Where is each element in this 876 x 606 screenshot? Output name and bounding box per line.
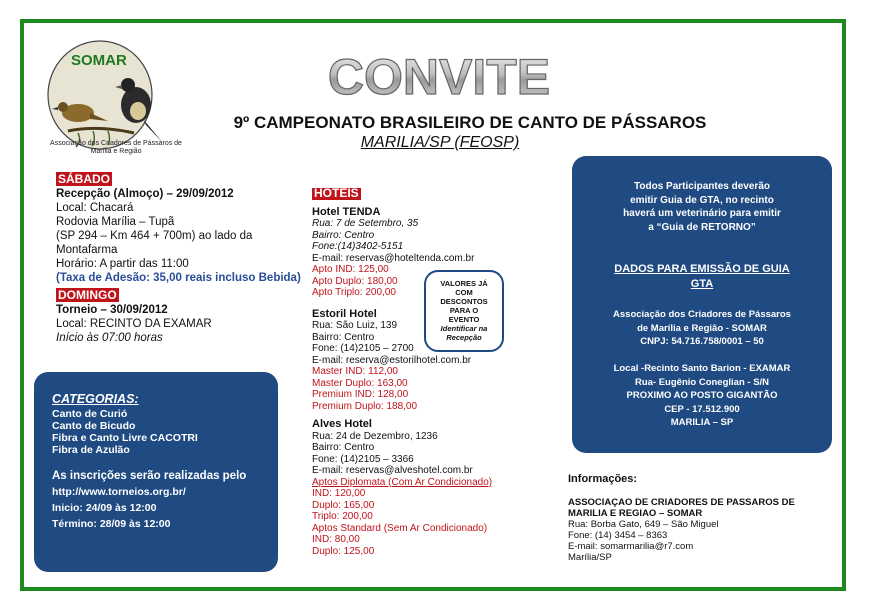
hotel-alves-name: Alves Hotel <box>312 418 372 430</box>
gta-local-line: Rua- Eugênio Coneglian - S/N <box>634 376 770 388</box>
logo-caption: Associação dos Criadores de Pássaros de Marília e Região <box>50 140 182 155</box>
gta-notice <box>582 180 822 234</box>
gta-assoc-line: CNPJ: 54.716.758/0001 – 50 <box>640 336 764 347</box>
callout-line: EVENTO <box>448 315 480 324</box>
gta-dados-line: DADOS PARA EMISSÃO DE GUIA <box>614 263 790 275</box>
info-email[interactable]: E-mail: somarmarilia@r7.com <box>568 541 694 552</box>
gta-notice-line: haverá um veterinário para emitir <box>623 208 781 219</box>
inscricoes-site-link[interactable]: http://www.torneios.org.br/ <box>52 486 186 498</box>
saturday-recepcao: Recepção (Almoço) – 29/09/2012 <box>56 188 234 200</box>
hotel-alves-email[interactable]: E-mail: reservas@alveshotel.com.br <box>312 465 473 476</box>
hotel-estoril-price: Premium Duplo: 188,00 <box>312 400 418 412</box>
saturday-sp: (SP 294 – Km 464 + 700m) ao lado da <box>56 230 253 242</box>
hotel-tenda-price: Apto Triplo: 200,00 <box>312 287 396 298</box>
category-item: Fibra e Canto Livre CACOTRI <box>52 432 198 444</box>
info-title: Informações: <box>568 473 638 485</box>
hotel-estoril-price: Master Duplo: 163,00 <box>312 377 408 389</box>
logo-text: SOMAR <box>71 52 127 69</box>
callout-line: VALORES JÁ <box>440 279 488 288</box>
gta-assoc-line: de Marília e Região - SOMAR <box>637 322 767 334</box>
info-cidade: Marília/SP <box>568 552 612 563</box>
info-block <box>568 474 828 563</box>
saturday-horario: Horário: A partir das 11:00 <box>56 258 189 270</box>
gta-local-line: MARILIA – SP <box>670 417 734 428</box>
category-item: Canto de Bicudo <box>52 420 136 432</box>
hotel-estoril-name: Estoril Hotel <box>312 307 377 320</box>
hotel-alves-fone: Fone: (14)2105 – 3366 <box>312 453 414 465</box>
inscricoes-block <box>52 468 272 532</box>
saturday-local: Local: Chacará <box>56 202 134 214</box>
gta-assoc <box>582 308 822 349</box>
discount-callout <box>424 270 504 352</box>
hotel-alves-price: Duplo: 165,00 <box>312 499 375 511</box>
hotel-estoril-email[interactable]: E-mail: reserva@estorilhotel.com.br <box>312 354 472 366</box>
hotels-tag: HOTÉIS <box>314 186 359 200</box>
categories-title: CATEGORIAS: <box>52 392 139 406</box>
callout-line: Recepção <box>446 333 482 342</box>
categories-list <box>52 408 198 456</box>
convite-text: CONVITE <box>327 49 551 105</box>
gta-notice-line: a “Guia de RETORNO” <box>648 221 756 233</box>
info-rua: Rua: Borba Gato, 649 – São Miguel <box>568 519 719 530</box>
gta-dados-title <box>582 262 822 292</box>
gta-local-line: CEP - 17.512.900 <box>664 403 740 415</box>
inscricoes-termino: Término: 28/09 às 12:00 <box>52 518 171 530</box>
hotel-tenda-name: Hotel TENDA <box>312 205 381 218</box>
schedule-column <box>56 172 316 345</box>
gta-notice-line: Todos Participantes deverão <box>634 181 770 192</box>
hotel-alves-bairro: Bairro: Centro <box>312 442 375 453</box>
hotel-estoril-rua: Rua: São Luiz, 139 <box>312 320 398 331</box>
saturday-rodovia: Rodovia Marília – Tupã <box>56 216 175 228</box>
hotel-tenda-rua: Rua: 7 de Setembro, 35 <box>312 218 419 229</box>
sunday-local: Local: RECINTO DA EXAMAR <box>56 318 212 330</box>
gta-notice-line: emitir Guia de GTA, no recinto <box>630 194 774 206</box>
hotel-estoril-price: Premium IND: 128,00 <box>312 389 409 400</box>
hotel-alves-price: IND: 80,00 <box>312 534 360 545</box>
event-subtitle: MARILIA/SP (FEOSP) <box>360 134 520 151</box>
event-title: 9º CAMPEONATO BRASILEIRO DE CANTO DE PÁSSAROS <box>233 113 707 132</box>
callout-line: DESCONTOS <box>440 297 488 306</box>
hotel-alves-price: IND: 120,00 <box>312 488 366 499</box>
gta-local <box>582 362 822 430</box>
saturday-taxa: (Taxa de Adesão: 35,00 reais incluso Bebida) <box>56 272 301 284</box>
hotel-alves-price: Duplo: 125,00 <box>312 545 375 557</box>
sunday-torneio: Torneio – 30/09/2012 <box>56 304 168 316</box>
hotel-tenda-price: Apto IND: 125,00 <box>312 264 389 275</box>
hotel-tenda-fone: Fone:(14)3402-5151 <box>312 241 404 252</box>
category-item: Fibra de Azulão <box>52 444 130 456</box>
callout-line: PARA O <box>449 306 479 315</box>
gta-local-line: Local -Recinto Santo Barion - EXAMAR <box>613 363 791 374</box>
saturday-montafarma: Montafarma <box>56 244 118 256</box>
categories-box <box>34 372 278 572</box>
sunday-inicio: Início às 07:00 horas <box>56 332 163 344</box>
hotel-alves-standard: Aptos Standard (Sem Ar Condicionado) <box>312 522 488 534</box>
hotel-tenda-bairro: Bairro: Centro <box>312 229 375 241</box>
info-org-line: MARILIA E REGIAO – SOMAR <box>568 508 703 519</box>
sunday-tag: DOMINGO <box>58 288 117 302</box>
inscricoes-text: As inscrições serão realizadas pelo <box>52 470 247 482</box>
hotel-alves-price: Triplo: 200,00 <box>312 511 373 522</box>
convite-headline <box>312 46 566 106</box>
inscricoes-inicio: Inicio: 24/09 às 12:00 <box>52 502 157 514</box>
hotel-tenda-price: Apto Duplo: 180,00 <box>312 275 398 287</box>
hotel-alves-diplomata: Aptos Diplomata (Com Ar Condicionado) <box>312 476 493 488</box>
info-fone: Fone: (14) 3454 – 8363 <box>568 530 668 541</box>
category-item: Canto de Curió <box>52 408 128 420</box>
hotels-column <box>312 188 517 557</box>
gta-box <box>572 156 832 453</box>
info-org-line: ASSOCIAÇAO DE CRIADORES DE PASSAROS DE <box>568 497 795 508</box>
callout-line: COM <box>455 288 473 297</box>
gta-assoc-line: Associação dos Criadores de Pássaros <box>613 309 791 320</box>
saturday-tag: SÁBADO <box>58 172 111 186</box>
callout-line: Identificar na <box>440 324 488 333</box>
hotel-estoril-price: Master IND: 112,00 <box>312 366 398 377</box>
gta-local-line: PROXIMO AO POSTO GIGANTÃO <box>626 390 778 401</box>
hotel-estoril-fone: Fone: (14)2105 – 2700 <box>312 343 414 354</box>
hotel-tenda-email[interactable]: E-mail: reservas@hoteltenda.com.br <box>312 252 475 264</box>
hotel-estoril-bairro: Bairro: Centro <box>312 331 375 343</box>
hotel-alves-rua: Rua: 24 de Dezembro, 1236 <box>312 430 438 442</box>
gta-dados-line: GTA <box>690 278 714 290</box>
